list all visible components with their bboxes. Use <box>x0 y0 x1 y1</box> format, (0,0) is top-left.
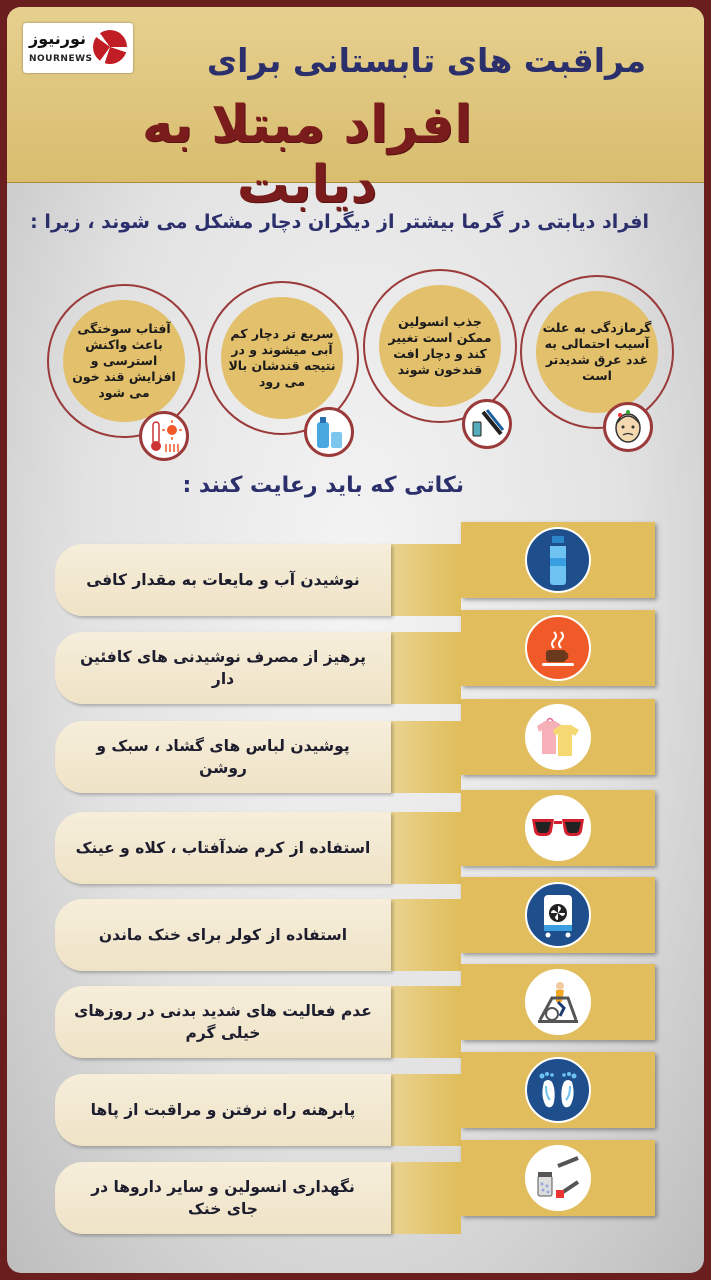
title-line-2: افراد مبتلا به دیابت <box>141 95 473 215</box>
infographic-frame <box>7 7 704 1273</box>
brand-name: نورنیوز <box>29 29 87 48</box>
reason-text: جذب انسولین ممکن است تغییر کند و دچار افت قندخون شوند <box>388 314 492 377</box>
header-banner <box>7 7 704 215</box>
brand-latin: NOURNEWS <box>29 54 93 64</box>
title-line-1: مراقبت های تابستانی برای <box>206 41 646 80</box>
tip-text: نگهداری انسولین و سایر داروها در جای خنک <box>91 1178 355 1218</box>
tips-title: نکاتی که باید رعایت کنند : <box>182 473 464 498</box>
tip-row <box>7 790 704 866</box>
tip-text: پوشیدن لباس های گشاد ، سبک و روشن <box>96 737 350 777</box>
medicine-icon <box>525 1145 591 1211</box>
tip-text: نوشیدن آب و مایعات به مقدار کافی <box>86 571 360 589</box>
tip-row <box>7 1140 704 1216</box>
thermometer-sun-icon <box>139 411 189 461</box>
brand-mark-icon <box>93 30 127 64</box>
sunglasses-icon <box>525 795 591 861</box>
air-cooler-icon <box>525 882 591 948</box>
tip-card <box>55 899 391 971</box>
tip-card <box>55 986 391 1058</box>
tip-text: استفاده از کولر برای خنک ماندن <box>98 926 348 944</box>
tip-row <box>7 610 704 686</box>
tip-row <box>7 964 704 1040</box>
tip-row <box>7 522 704 598</box>
brand-logo <box>23 23 133 73</box>
intro-text: افراد دیابتی در گرما بیشتر از دیگران دچار مشکل می شوند ، زیرا : <box>30 211 649 233</box>
tip-card <box>55 721 391 793</box>
tip-card <box>55 1074 391 1146</box>
tip-card <box>55 544 391 616</box>
reason-circle <box>520 275 674 429</box>
insulin-pen-icon <box>462 399 512 449</box>
head-icon <box>603 402 653 452</box>
clothes-icon <box>525 704 591 770</box>
tip-card <box>55 812 391 884</box>
tip-row <box>7 877 704 953</box>
tip-text: پابرهنه راه نرفتن و مراقبت از پاها <box>90 1101 356 1119</box>
tip-row <box>7 1052 704 1128</box>
tip-card <box>55 1162 391 1234</box>
exercise-bike-icon <box>525 969 591 1035</box>
coffee-cup-icon <box>525 615 591 681</box>
feet-icon <box>525 1057 591 1123</box>
reason-text: سریع تر دچار کم آبی میشوند و در نتیجه قندشان بالا می رود <box>228 326 336 389</box>
water-bottle-icon <box>304 407 354 457</box>
tip-row <box>7 699 704 775</box>
reason-text: گرمازدگی به علت آسیب احتمالی به غدد عرق شدیدتر است <box>542 320 652 383</box>
tip-text: استفاده از کرم ضدآفتاب ، کلاه و عینک <box>75 839 371 857</box>
reason-text: آفتاب سوختگی باعث واکنش استرسی و افزایش قند خون می شود <box>72 321 176 400</box>
tip-card <box>55 632 391 704</box>
tip-text: عدم فعالیت های شدید بدنی در روزهای خیلی گرم <box>74 1002 372 1042</box>
water-bottle-icon <box>525 527 591 593</box>
tip-text: پرهیز از مصرف نوشیدنی های کافئین دار <box>80 648 366 688</box>
